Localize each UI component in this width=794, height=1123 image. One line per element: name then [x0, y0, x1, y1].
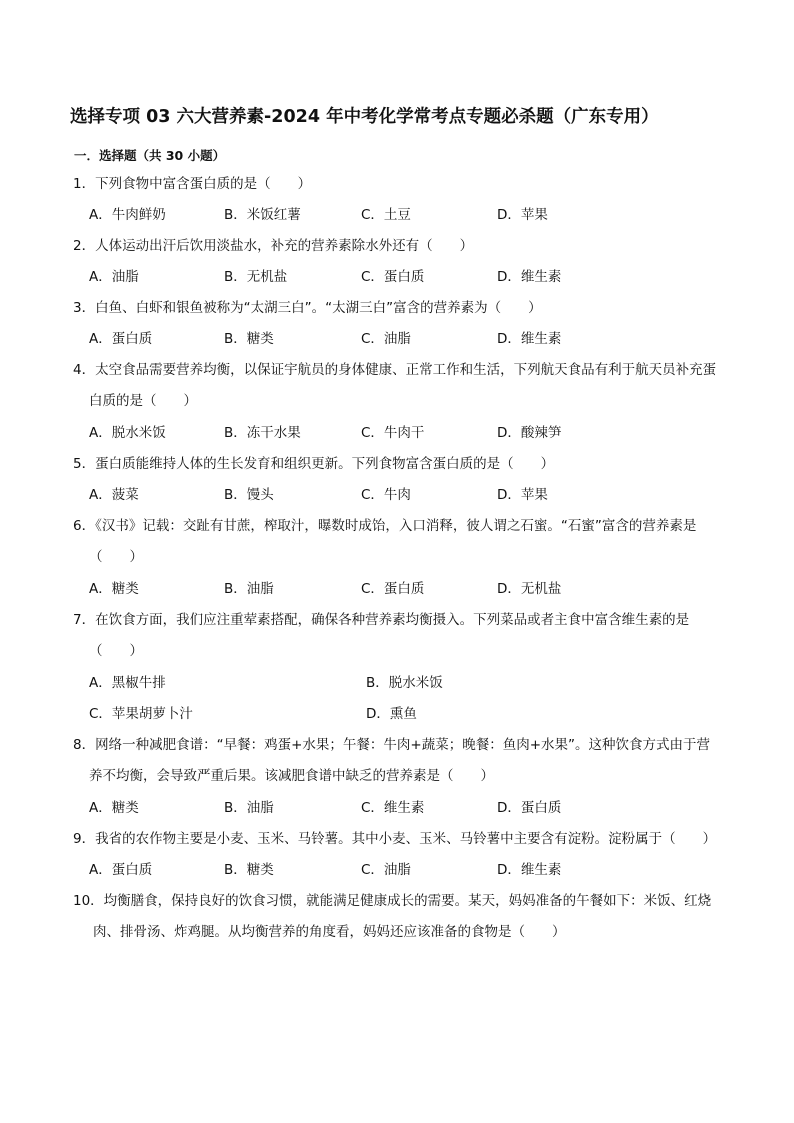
option-c: C．维生素: [361, 800, 425, 816]
options-row: [89, 262, 729, 293]
option-b: B．米饭红薯: [224, 207, 301, 223]
option-a: A．糖类: [89, 581, 139, 597]
option-a: A．菠菜: [89, 487, 139, 503]
option-d: D．蛋白质: [497, 800, 562, 816]
option-d: D．维生素: [497, 269, 562, 285]
option-d: D．苹果: [497, 487, 548, 503]
option-b: B．糖类: [224, 862, 274, 878]
question-stem: 8．网络一种减肥食谱：“早餐：鸡蛋+水果；午餐：牛肉+蔬菜；晚餐：鱼肉+水果”。这种饮食方式由于营养不均衡，会导致严重后果。该减肥食谱中缺乏的营养素是（ ）: [73, 737, 711, 784]
options-row: [89, 574, 729, 605]
question-stem: 10．均衡膳食，保持良好的饮食习惯，就能满足健康成长的需要。某天，妈妈准备的午餐如下：米饭、红烧肉、排骨汤、炸鸡腿。从均衡营养的角度看，妈妈还应该准备的食物是（ ）: [73, 893, 712, 940]
option-c: C．苹果胡萝卜汁: [89, 706, 193, 722]
option-c: C．土豆: [361, 207, 411, 223]
option-c: C．牛肉: [361, 487, 411, 503]
option-d: D．维生素: [497, 331, 562, 347]
question-3: [73, 293, 723, 324]
option-d: D．苹果: [497, 207, 548, 223]
question-stem: 1．下列食物中富含蛋白质的是（ ）: [73, 176, 312, 192]
option-a: A．糖类: [89, 800, 139, 816]
question-6: [73, 511, 723, 573]
option-c: C．油脂: [361, 331, 411, 347]
options-row: [89, 480, 729, 511]
question-9: [73, 824, 723, 855]
question-10: [73, 886, 723, 948]
option-d: D．酸辣笋: [497, 425, 562, 441]
options-row: [89, 418, 729, 449]
section-heading: 一．选择题（共 30 小题）: [74, 148, 226, 163]
question-stem: 2．人体运动出汗后饮用淡盐水，补充的营养素除水外还有（ ）: [73, 238, 474, 254]
option-b: B．油脂: [224, 581, 274, 597]
option-c: C．蛋白质: [361, 581, 425, 597]
question-stem: 5．蛋白质能维持人体的生长发育和组织更新。下列食物富含蛋白质的是（ ）: [73, 456, 555, 472]
option-c: C．牛肉干: [361, 425, 425, 441]
option-c: C．蛋白质: [361, 269, 425, 285]
question-stem: 7．在饮食方面，我们应注重荤素搭配，确保各种营养素均衡摄入。下列菜品或者主食中富含维生素的是（ ）: [73, 612, 690, 659]
question-stem: 6．《汉书》记载：交趾有甘蔗，榨取汁，曝数时成饴，入口消释，彼人谓之石蜜。“石蜜”富含的营养素是（ ）: [73, 518, 697, 565]
options-row: [89, 793, 729, 824]
question-stem: 3．白鱼、白虾和银鱼被称为“太湖三白”。“太湖三白”富含的营养素为（ ）: [73, 300, 542, 316]
options-row: [89, 668, 729, 699]
document-title: 选择专项 03 六大营养素-2024 年中考化学常考点专题必杀题（广东专用）: [70, 107, 659, 127]
option-d: D．熏鱼: [366, 706, 417, 722]
options-row: [89, 855, 729, 886]
option-b: B．冻干水果: [224, 425, 301, 441]
question-1: [73, 169, 723, 200]
question-8: [73, 730, 723, 792]
question-stem: 4．太空食品需要营养均衡，以保证宇航员的身体健康、正常工作和生活，下列航天食品有利于航天员补充蛋白质的是（ ）: [73, 362, 717, 409]
option-b: B．馒头: [224, 487, 274, 503]
options-row: [89, 200, 729, 231]
option-a: A．脱水米饭: [89, 425, 166, 441]
option-a: A．黑椒牛排: [89, 675, 166, 691]
question-7: [73, 605, 723, 667]
option-b: B．无机盐: [224, 269, 288, 285]
options-row: [89, 699, 729, 730]
question-4: [73, 355, 723, 417]
option-b: B．糖类: [224, 331, 274, 347]
option-a: A．蛋白质: [89, 331, 153, 347]
question-stem: 9．我省的农作物主要是小麦、玉米、马铃薯。其中小麦、玉米、马铃薯中主要含有淀粉。淀粉属于（ ）: [73, 831, 717, 847]
option-a: A．油脂: [89, 269, 139, 285]
options-row: [89, 324, 729, 355]
option-b: B．脱水米饭: [366, 675, 443, 691]
option-d: D．维生素: [497, 862, 562, 878]
option-c: C．油脂: [361, 862, 411, 878]
question-2: [73, 231, 723, 262]
option-a: A．牛肉鲜奶: [89, 207, 166, 223]
question-5: [73, 449, 723, 480]
option-a: A．蛋白质: [89, 862, 153, 878]
option-b: B．油脂: [224, 800, 274, 816]
option-d: D．无机盐: [497, 581, 562, 597]
